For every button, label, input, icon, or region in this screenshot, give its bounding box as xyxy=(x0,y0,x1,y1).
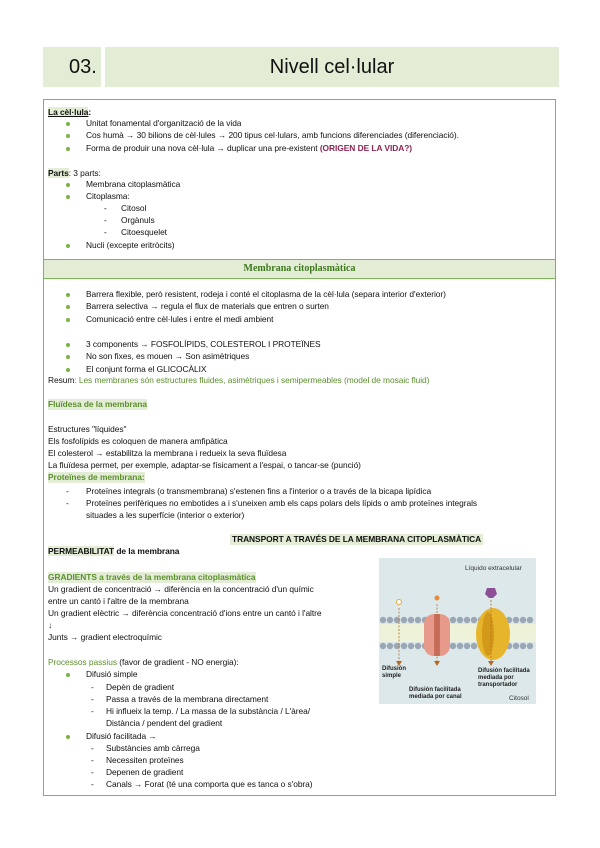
bullet-icon xyxy=(66,134,70,138)
membrane-point-2: Barrera selectiva → regula el flux de materials que entren o surten xyxy=(86,301,329,311)
bullet-icon xyxy=(66,183,70,187)
proteins-point-2-cont: situades a les superfície (interior o exterior) xyxy=(86,510,245,520)
lipid-tails xyxy=(379,624,536,642)
gradients-line-4: ↓ xyxy=(48,620,53,630)
fluidity-heading: Fluïdesa de la membrana xyxy=(48,399,147,409)
membrane-summary: Resum: Les membranes són estructures fluides, asimètriques i semipermeables (model de mosaic fluid) xyxy=(48,375,430,385)
proteins-point-1: Proteïnes integrals (o transmembrana) s'estenen fins a l'interior o a través de la bicapa lipídica xyxy=(86,486,432,496)
bullet-icon xyxy=(66,122,70,126)
gradients-line-3: Un gradient elèctric → diferència concentració d'ions entre un cantó i l'altre xyxy=(48,608,322,618)
facilitated-point-1: Substàncies amb càrrega xyxy=(106,743,200,753)
membrane-point-5: No son fixes, es mouen → Son asimètriques xyxy=(86,351,250,361)
bullet-icon xyxy=(66,147,70,151)
diagram-cytosol-label: Citosol xyxy=(509,695,529,702)
carrier-label: Difusión facilitada mediada por transportador xyxy=(478,668,530,688)
transport-heading: TRANSPORT A TRAVÉS DE LA MEMBRANA CITOPLASMÀTICA xyxy=(232,534,482,544)
molecule-icon xyxy=(397,600,402,605)
fluidity-line-4: La fluïdesa permet, per exemple, adaptar-se físicament a l'espai, o tancar-se (punció) xyxy=(48,460,361,470)
section-number: 03. xyxy=(43,47,101,87)
facilitated-diffusion: Difusió facilitada → xyxy=(86,731,157,741)
gradients-line-1: Un gradient de concentració → diferència en la concentració d'un químic xyxy=(48,584,314,594)
membrane-point-4: 3 components → FOSFOLÍPIDS, COLESTEROL I PROTEÏNES xyxy=(86,339,321,349)
fluidity-line-3: El colesterol → estabilitza la membrana i redueix la seva fluïdesa xyxy=(48,448,287,458)
parts-heading: Parts: 3 parts: xyxy=(48,168,101,178)
channel-label: Difusión facilitada mediada por canal xyxy=(409,687,462,700)
page-header xyxy=(43,47,559,87)
membrane-point-3: Comunicació entre cèl·lules i entre el medi ambient xyxy=(86,314,274,324)
simple-point-2: Passa a través de la membrana directament xyxy=(106,694,269,704)
proteins-point-2: Proteïnes perifèriques no embotides a i s'uneixen amb els caps polars dels lípids o amb proteïnes integrals xyxy=(86,498,478,508)
fluidity-line-1: Estructures "líquides" xyxy=(48,424,127,434)
cell-heading: La cèl·lula: xyxy=(48,107,92,117)
bullet-icon xyxy=(66,673,70,677)
cell-point-3: Forma de produir una nova cèl·lula → duplicar una pre-existent (ORIGEN DE LA VIDA?) xyxy=(86,143,413,153)
gradients-line-2: entre un cantó i l'altre de la membrana xyxy=(48,596,189,606)
cell-point-1: Unitat fonamental d'organització de la vida xyxy=(86,118,242,128)
parts-item-3: Nucli (excepte eritròcits) xyxy=(86,240,175,250)
membrane-transport-diagram xyxy=(379,558,536,704)
sub-item-3: Citoesquelet xyxy=(121,227,167,237)
simple-label: Difusión simple xyxy=(382,666,406,679)
bullet-icon xyxy=(66,244,70,248)
parts-item-2: Citoplasma: xyxy=(86,191,130,201)
page-title: Nivell cel·lular xyxy=(105,47,559,87)
bullet-icon xyxy=(66,318,70,322)
bullet-icon xyxy=(66,343,70,347)
bullet-icon xyxy=(66,735,70,739)
bullet-icon xyxy=(66,195,70,199)
proteins-heading: Proteïnes de membrana: xyxy=(48,472,145,482)
cell-point-2: Cos humà → 30 bilions de cèl·lules → 200 tipus cel·lulars, amb funcions diferenciades (diferenciació). xyxy=(86,130,459,140)
membrane-point-6: El conjunt forma el GLICOCÀLIX xyxy=(86,364,207,374)
bullet-icon xyxy=(66,305,70,309)
facilitated-point-2: Necessiten proteïnes xyxy=(106,755,184,765)
passive-heading: Processos passius (favor de gradient - NO energia): xyxy=(48,657,239,667)
simple-point-3-cont: Distància / pendent del gradient xyxy=(106,718,223,728)
facilitated-point-3: Depenen de gradient xyxy=(106,767,184,777)
membrane-band: Membrana citoplasmàtica xyxy=(44,259,555,279)
fluidity-line-2: Els fosfolípids es coloquen de manera amfipàtica xyxy=(48,436,228,446)
gradients-heading: GRADIENTS a través de la membrana citoplasmàtica xyxy=(48,572,256,582)
facilitated-point-4: Canals → Forat (té una comporta que es tanca o s'obra) xyxy=(106,779,313,789)
permeability-heading: PERMEABILITAT de la membrana xyxy=(48,546,180,556)
sub-item-2: Orgànuls xyxy=(121,215,155,225)
bullet-icon xyxy=(66,293,70,297)
molecule-icon xyxy=(435,596,440,601)
diagram-extracellular-label: Líquido extracelular xyxy=(465,565,522,572)
membrane-point-1: Barrera flexible, però resistent, rodeja i conté el citoplasma de la cèl·lula (separa interior d'exterior) xyxy=(86,289,446,299)
parts-item-1: Membrana citoplasmàtica xyxy=(86,179,181,189)
bullet-icon xyxy=(66,355,70,359)
simple-diffusion: Difusió simple xyxy=(86,669,138,679)
gradients-line-5: Junts → gradient electroquímic xyxy=(48,632,162,642)
simple-point-3: Hi influeix la temp. / La massa de la substància / L'àrea/ xyxy=(106,706,310,716)
simple-point-1: Depèn de gradient xyxy=(106,682,175,692)
sub-item-1: Citosol xyxy=(121,203,147,213)
bullet-icon xyxy=(66,368,70,372)
